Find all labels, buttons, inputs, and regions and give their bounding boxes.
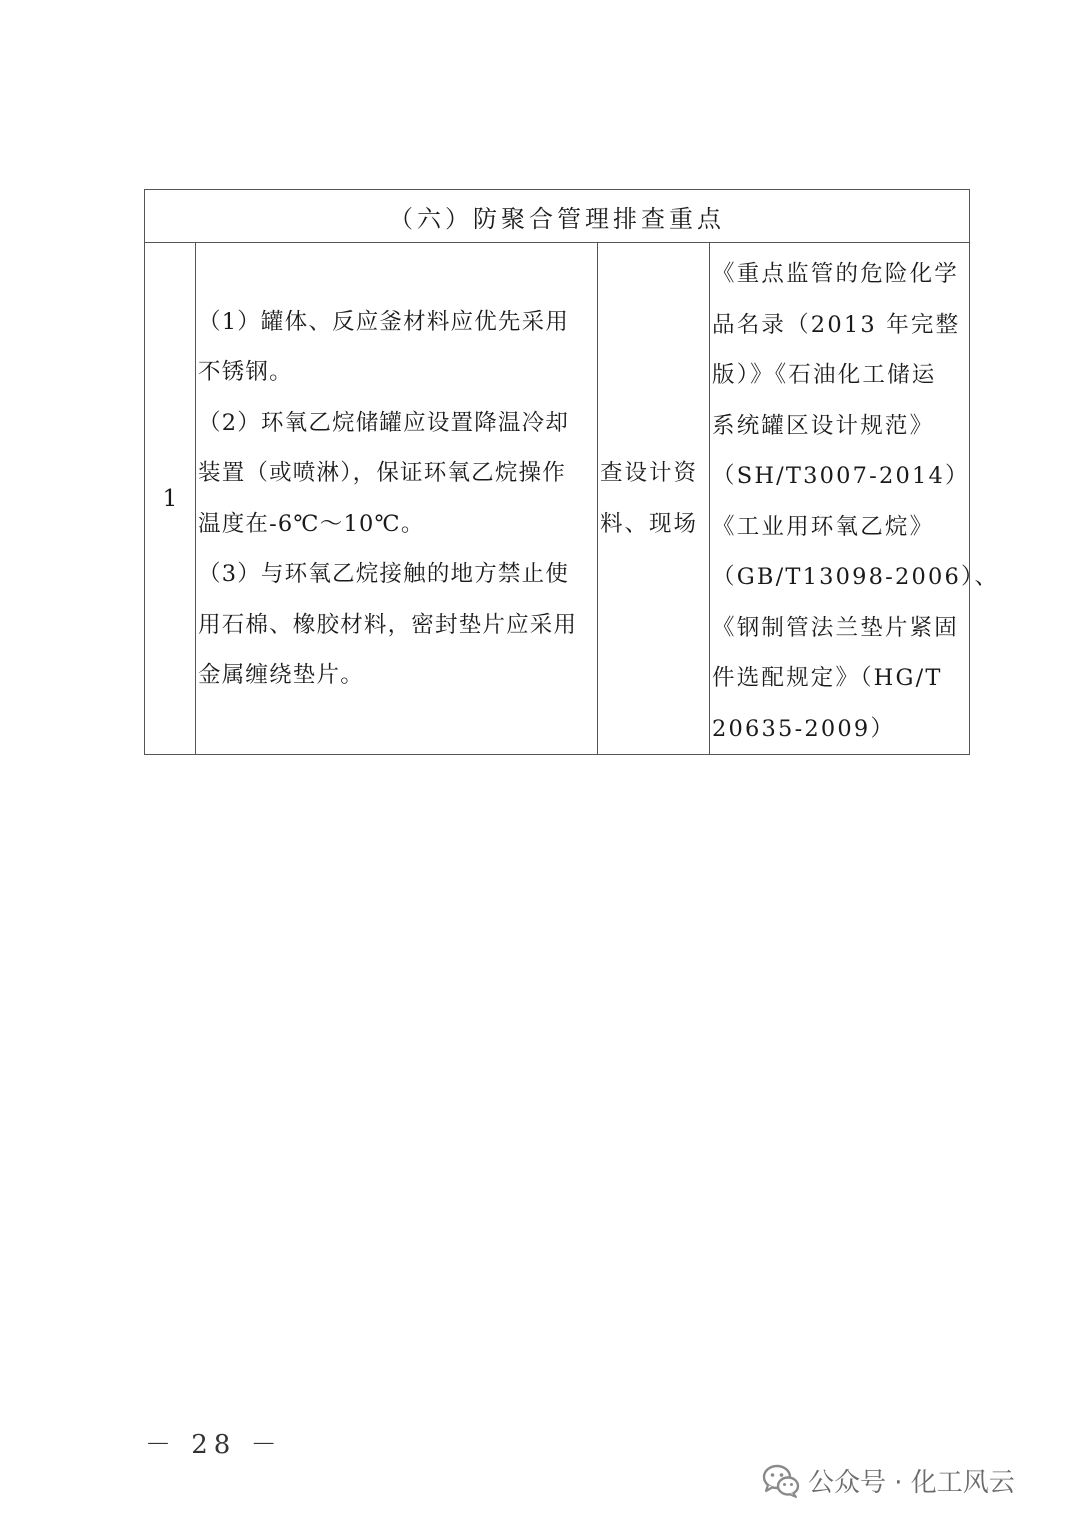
basis-line: 20635-2009） xyxy=(712,715,896,742)
basis-line: 《重点监管的危险化学 xyxy=(712,261,960,287)
row-number: 1 xyxy=(145,243,196,755)
basis-line: （SH/T3007-2014） xyxy=(712,463,970,489)
basis-line: 系统罐区设计规范》 xyxy=(712,412,935,439)
content-line: （1）罐体、反应釜材料应优先采用 xyxy=(198,308,570,335)
basis-line: （GB/T13098-2006）、 xyxy=(712,564,1000,590)
basis-line: 版）》《石油化工储运 xyxy=(712,362,937,388)
content-line: 温度在-6℃～10℃。 xyxy=(198,510,425,537)
content-line: 金属缠绕垫片。 xyxy=(198,662,364,688)
basis-line: 《工业用环氧乙烷》 xyxy=(712,513,935,540)
content-line: （3）与环氧乙烷接触的地方禁止使 xyxy=(198,561,570,587)
inspection-method xyxy=(598,243,710,755)
table-row xyxy=(145,243,970,755)
basis-line: 品名录（2013 年完整 xyxy=(712,311,961,338)
content-line: 用石棉、橡胶材料，密封垫片应采用 xyxy=(198,611,578,638)
content-line: 装置（或喷淋），保证环氧乙烷操作 xyxy=(198,460,566,486)
inspection-table xyxy=(144,189,1000,755)
inspection-basis xyxy=(710,243,1000,755)
wechat-icon xyxy=(762,1464,800,1498)
inspection-content xyxy=(196,243,598,755)
content-line: 不锈钢。 xyxy=(198,359,293,385)
watermark xyxy=(762,1462,1015,1499)
section-title: （六）防聚合管理排查重点 xyxy=(145,190,970,243)
content-line: （2）环氧乙烷储罐应设置降温冷却 xyxy=(198,409,570,436)
basis-line: 件选配规定》（HG/T xyxy=(712,665,943,691)
section-header-row xyxy=(145,190,970,243)
basis-line: 《钢制管法兰垫片紧固 xyxy=(712,614,960,641)
watermark-text: 公众号 · 化工风云 xyxy=(808,1468,1015,1498)
page-number: － 28 － xyxy=(145,1430,283,1460)
method-line: 料、现场 xyxy=(600,510,699,537)
method-line: 查设计资 xyxy=(600,460,699,486)
